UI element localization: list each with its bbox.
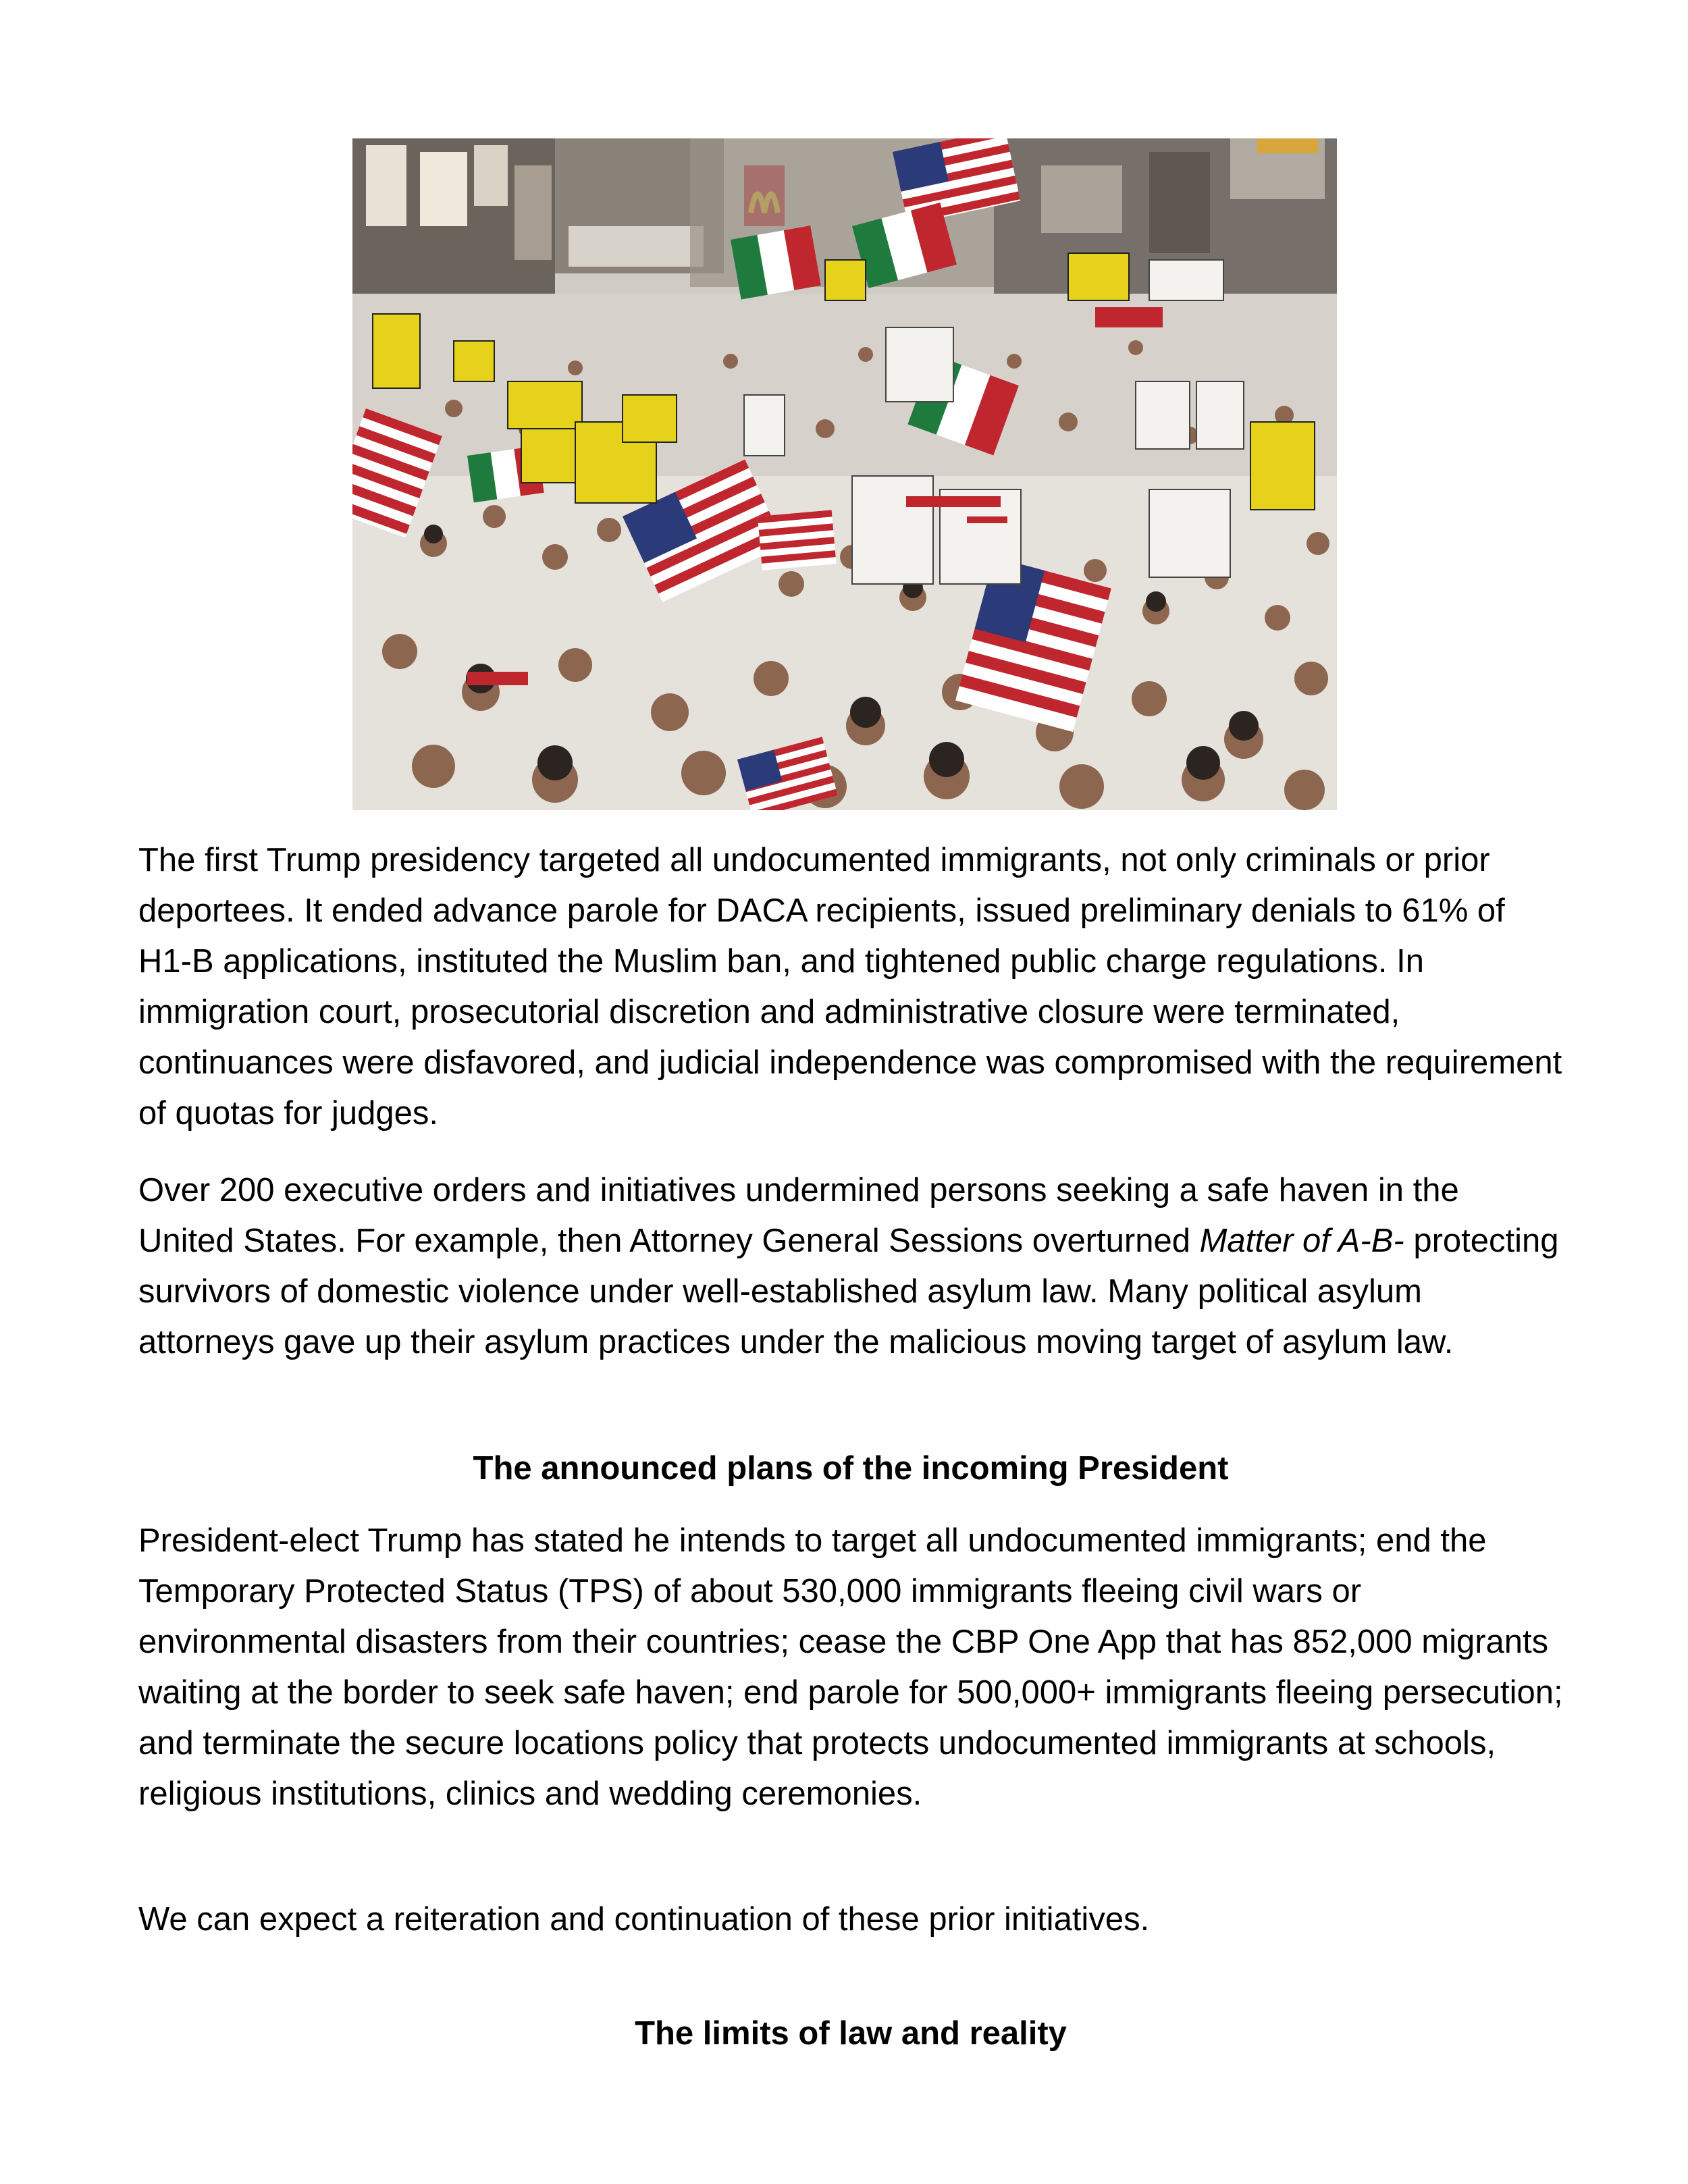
paragraph-expectation: We can expect a reiteration and continuation of these prior initiatives. (138, 1901, 1150, 1938)
heading-limits-of-law: The limits of law and reality (635, 2015, 1067, 2052)
protest-crowd-photo (352, 138, 1337, 810)
paragraph-first-presidency: The first Trump presidency targeted all undocumented immigrants, not only criminals or prior deportees. It ended advance parole for DACA recipients, issued preliminary denials to 61% of H1-B applications, instituted the Muslim ban, and tightened public charge regulations. In immigration court, prosecutorial discretion and administrative closure were terminated, continuances were disfavored, and judicial independence was compromised with the requirement of quotas for judges. (138, 842, 1562, 1131)
paragraph-president-elect-plans: President-elect Trump has stated he intends to target all undocumented immigrants; end the Temporary Protected Status (TPS) of about 530,000 immigrants fleeing civil wars or environmental disasters from their countries; cease the CBP One App that has 852,000 migrants waiting at the border to seek safe haven; end parole for 500,000+ immigrants fleeing persecution; and terminate the secure locations policy that protects undocumented immigrants at schools, religious institutions, clinics and wedding ceremonies. (138, 1522, 1563, 1812)
paragraph-executive-orders-text-2: protecting survivors of domestic violence under well-established asylum law. Many political asylum attorneys gave up their asylum practices under the malicious moving target of asylum law. (138, 1223, 1559, 1360)
paragraph-executive-orders-text-1: Over 200 executive orders and initiatives undermined persons seeking a safe haven in the United States. For example, then Attorney General Sessions overturned (138, 1172, 1459, 1259)
paragraph-executive-orders (138, 1165, 1563, 1368)
heading-announced-plans: The announced plans of the incoming President (473, 1450, 1229, 1487)
case-name-italic: Matter of A-B- (1199, 1223, 1404, 1259)
